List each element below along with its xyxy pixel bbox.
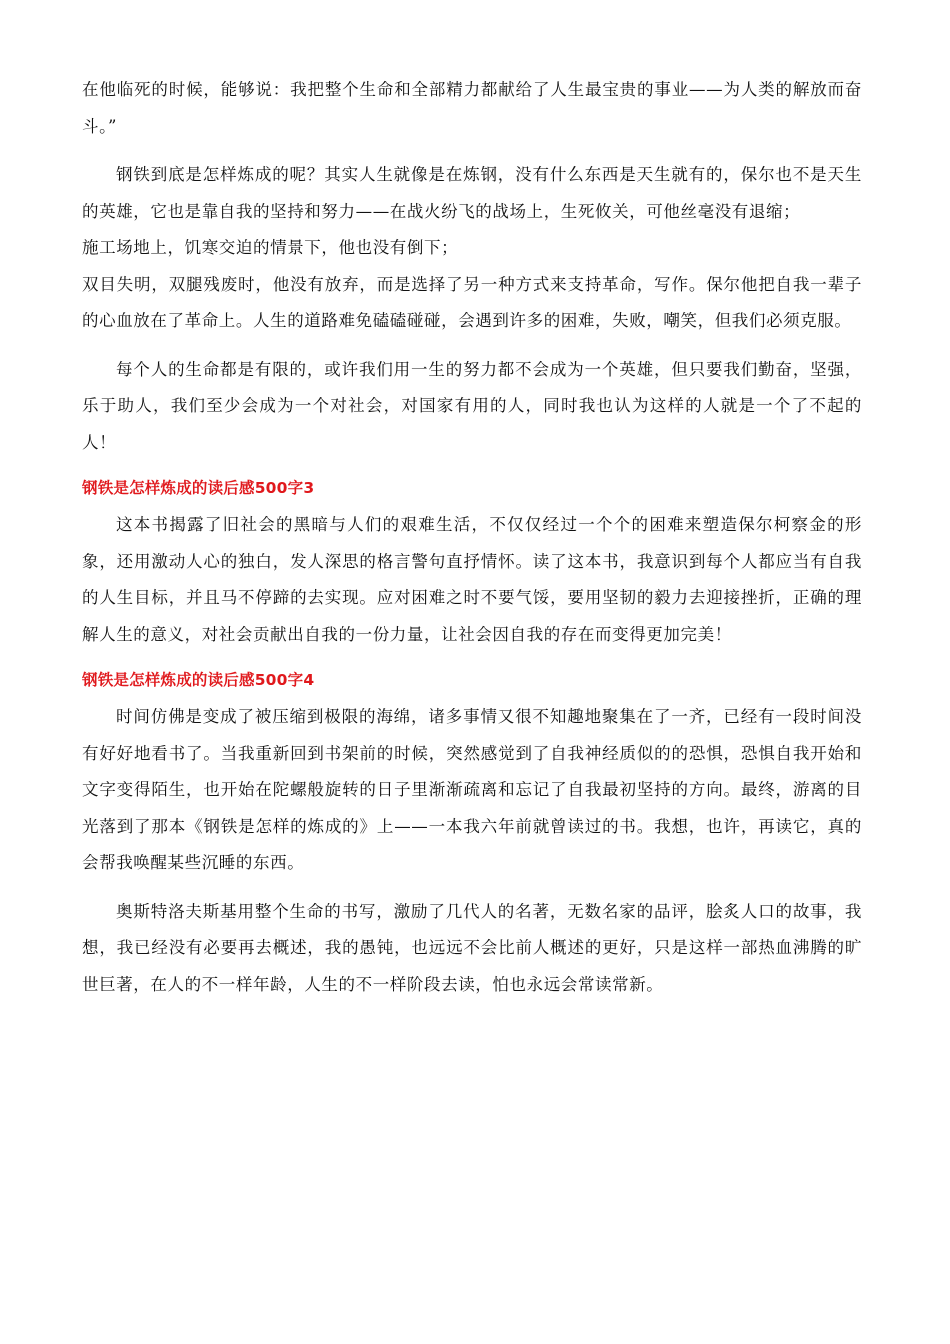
document-page xyxy=(82,72,862,1015)
paragraph-limited-life: 每个人的生命都是有限的，或许我们用一生的努力都不会成为一个英雄，但只要我们勤奋，坚强，乐于助人，我们至少会成为一个对社会，对国家有用的人，同时我也认为这样的人就是一个了不起的人！ xyxy=(82,359,862,452)
paragraph-blind-paralyzed: 双目失明，双腿残废时，他没有放弃，而是选择了另一种方式来支持革命，写作。保尔他把自我一辈子的心血放在了革命上。人生的道路难免磕磕碰碰，会遇到许多的困难，失败，嘲笑，但我们必须克服。 xyxy=(82,274,862,330)
paragraph-construction-site: 施工场地上，饥寒交迫的情景下，他也没有倒下； xyxy=(82,238,459,257)
paragraph-steel-forging: 钢铁到底是怎样炼成的呢？其实人生就像是在炼钢，没有什么东西是天生就有的，保尔也不是天生的英雄，它也是靠自我的坚持和努力——在战火纷飞的战场上，生死攸关，可他丝毫没有退缩； xyxy=(82,165,862,221)
paragraph-section4-1: 时间仿佛是变成了被压缩到极限的海绵，诸多事情又很不知趣地聚集在了一齐，已经有一段时间没有好好地看书了。当我重新回到书架前的时候，突然感觉到了自我神经质似的的恐惧，恐惧自我开始和文字变得陌生，也开始在陀螺般旋转的日子里渐渐疏离和忘记了自我最初坚持的方向。最终，游离的目光落到了那本《钢铁是怎样的炼成的》上——一本我六年前就曾读过的书。我想，也许，再读它，真的会帮我唤醒某些沉睡的东西。 xyxy=(82,707,862,872)
section-heading-3: 钢铁是怎样炼成的读后感500字3 xyxy=(82,479,315,497)
paragraph-continuation: 在他临死的时候，能够说：我把整个生命和全部精力都献给了人生最宝贵的事业——为人类的解放而奋斗。” xyxy=(82,80,862,136)
paragraph-section3: 这本书揭露了旧社会的黑暗与人们的艰难生活，不仅仅经过一个个的困难来塑造保尔柯察金的形象，还用激动人心的独白，发人深思的格言警句直抒情怀。读了这本书，我意识到每个人都应当有自我的人生目标，并且马不停蹄的去实现。应对困难之时不要气馁，要用坚韧的毅力去迎接挫折，正确的理解人生的意义，对社会贡献出自我的一份力量，让社会因自我的存在而变得更加完美！ xyxy=(82,515,862,644)
section-heading-4: 钢铁是怎样炼成的读后感500字4 xyxy=(82,671,315,689)
paragraph-section4-2: 奥斯特洛夫斯基用整个生命的书写，激励了几代人的名著，无数名家的品评，脍炙人口的故事，我想，我已经没有必要再去概述，我的愚钝，也远远不会比前人概述的更好，只是这样一部热血沸腾的旷世巨著，在人的不一样年龄，人生的不一样阶段去读，怕也永远会常读常新。 xyxy=(82,901,862,994)
